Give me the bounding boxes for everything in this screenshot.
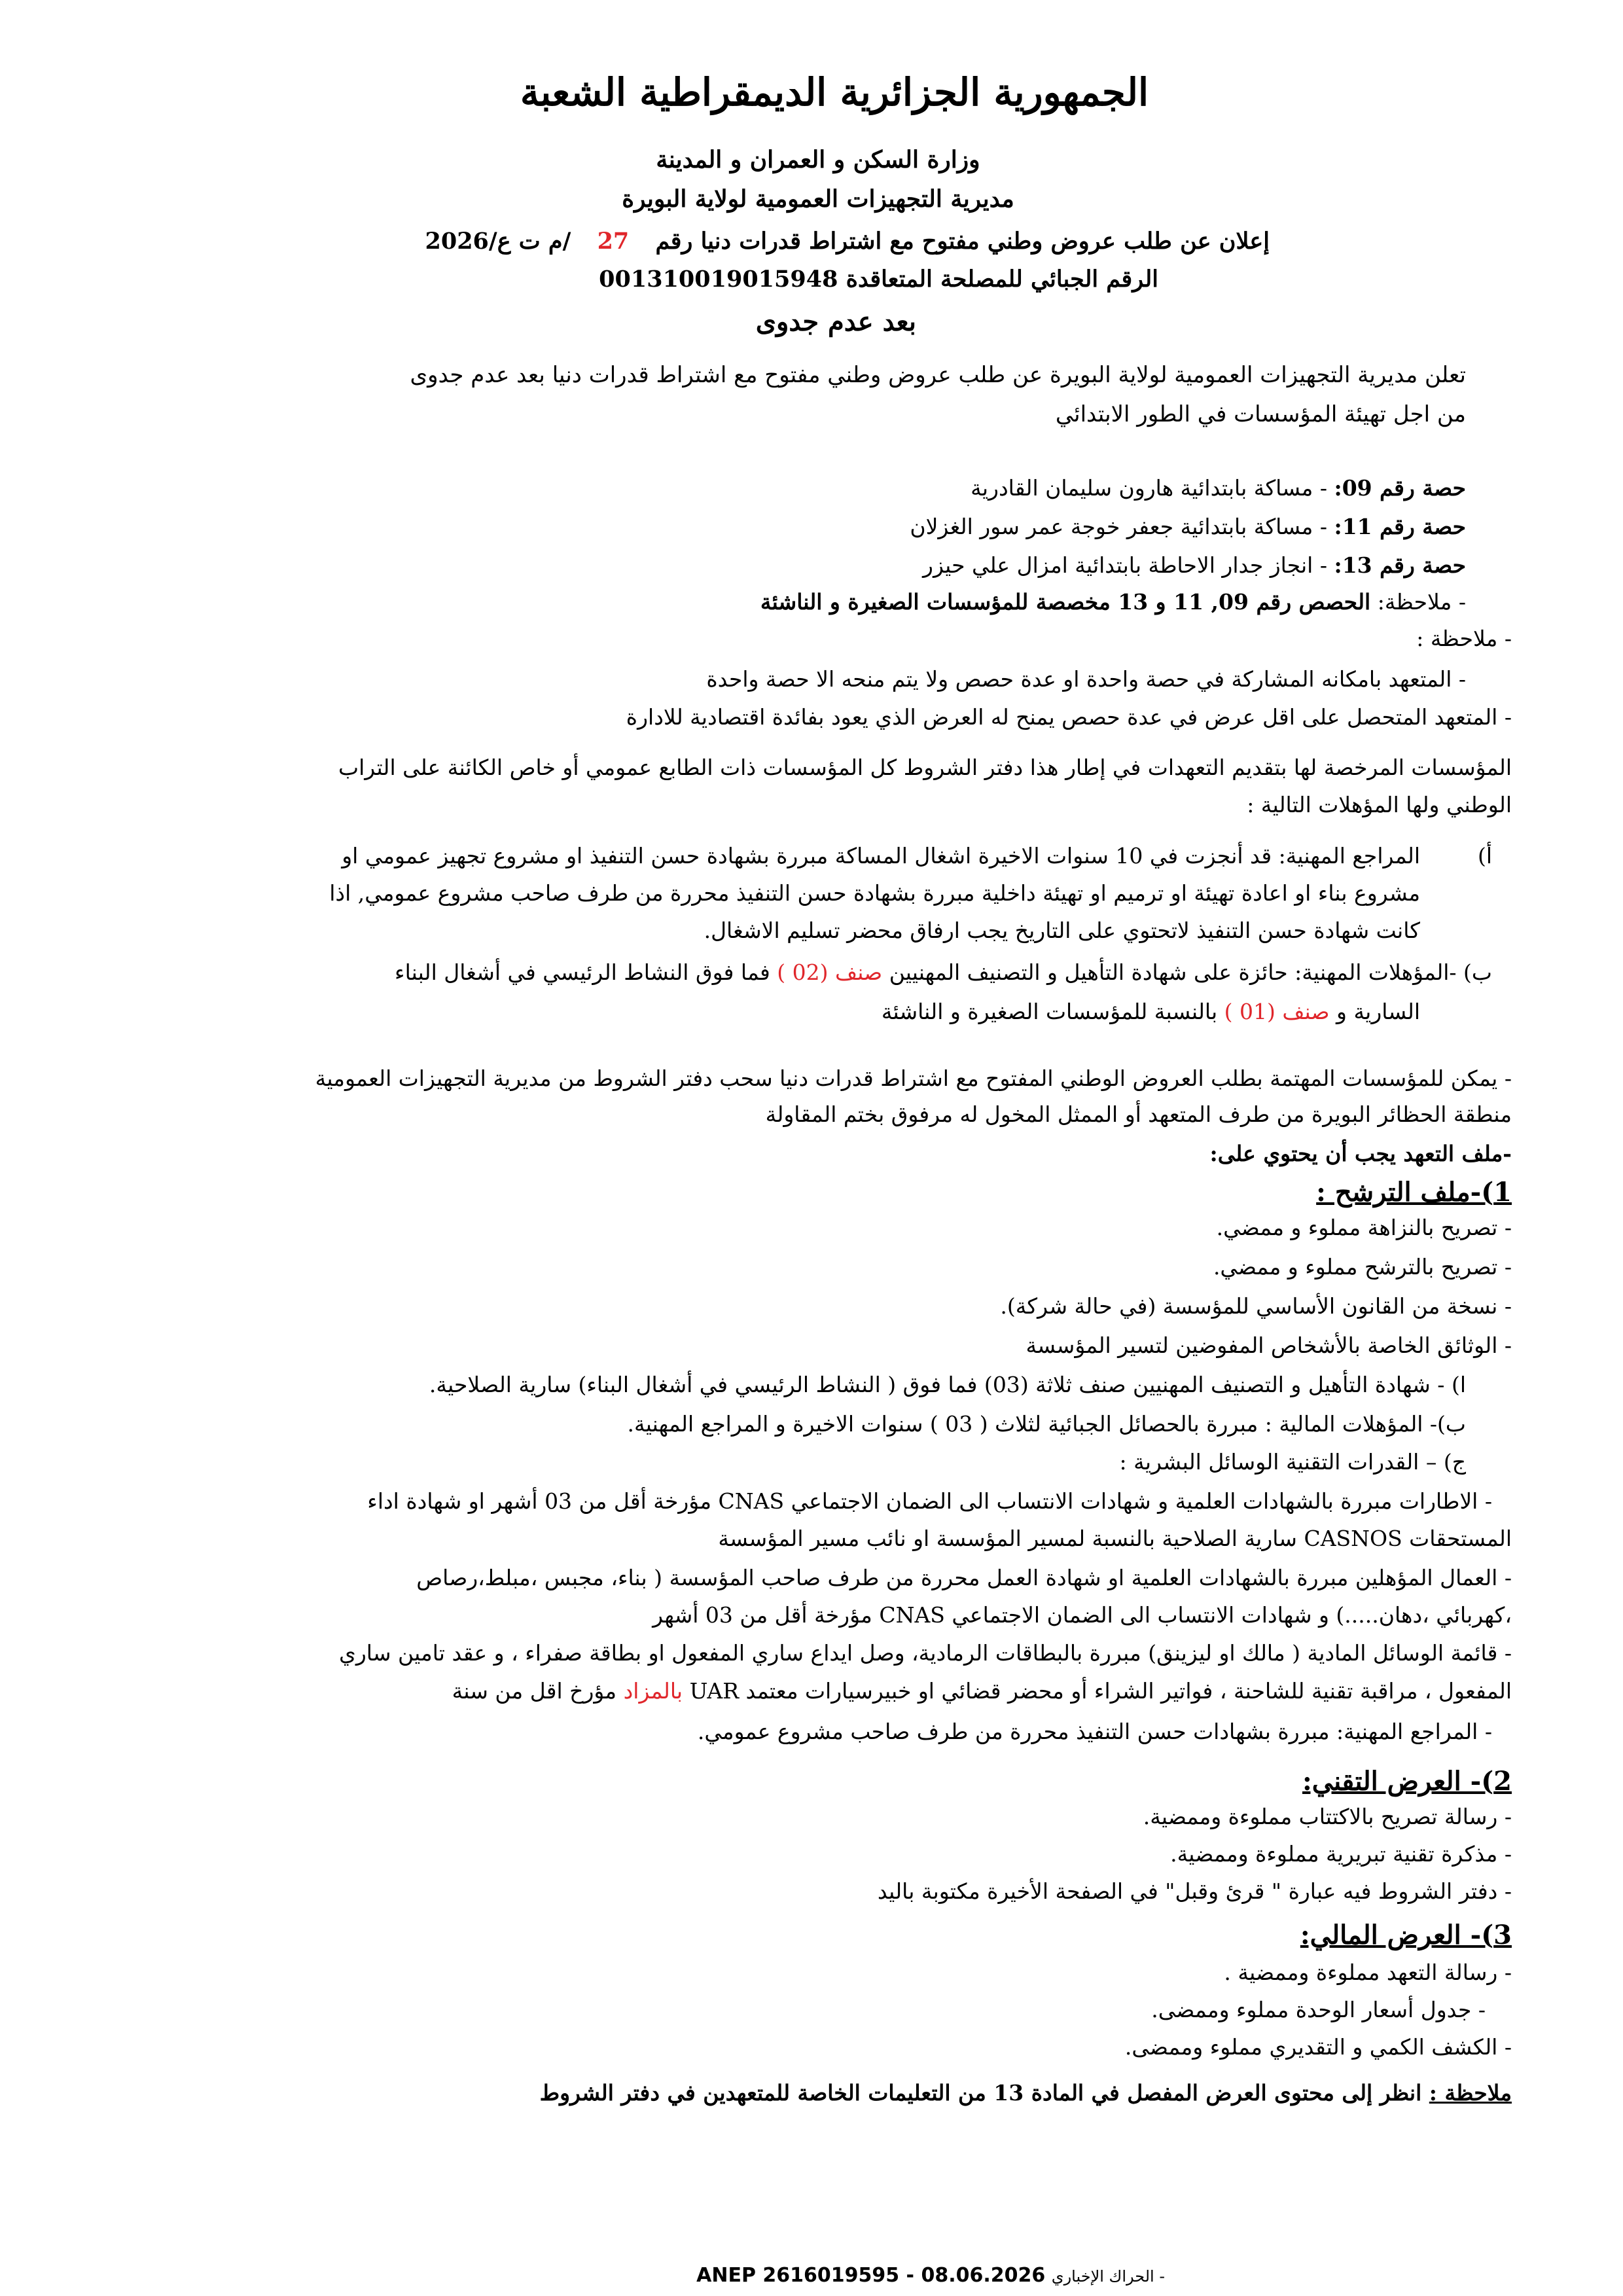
- candidacy-item: ،كهربائي ،دهان.....) و شهادات الانتساب الى الضمان الاجتماعي CNAS مؤرخة أقل من 03 أشهر: [652, 1602, 1512, 1628]
- candidacy-item: المستحقات CASNOS سارية الصلاحية بالنسبة لمسير المؤسسة او نائب مسير المؤسسة: [718, 1526, 1512, 1551]
- item-a-line-2: مشروع بناء او اعادة تهيئة او ترميم او تهيئة داخلية مبررة بشهادة حسن التنفيذ محررة من طرف صاحب مشروع عمومي, اذا: [329, 880, 1420, 906]
- announcement-number: 27: [597, 228, 630, 255]
- financial-offer-title: 3)- العرض المالي:: [1300, 1920, 1512, 1950]
- candidacy-item: - تصريح بالترشح مملوء و ممضي.: [1213, 1254, 1512, 1280]
- footer-ref: ANEP 2616019595 - 08.06.2026: [696, 2264, 1046, 2287]
- candidacy-item: - تصريح بالنزاهة مملوء و ممضي.: [1216, 1215, 1512, 1240]
- lot-text: - انجاز جدار الاحاطة بابتدائية امزال علي حيزر: [923, 552, 1327, 578]
- item-b-line-2: [882, 1000, 1420, 1024]
- lot-09: [971, 476, 1466, 500]
- eligibility-line-1: المؤسسات المرخصة لها بتقديم التعهدات في إطار هذا دفتر الشروط كل المؤسسات ذات الطابع عمومي أو خاص الكائنة على التراب: [338, 755, 1512, 780]
- candidacy-item: ج) – القدرات التقنية الوسائل البشرية :: [1119, 1449, 1466, 1475]
- lot-text: - مساكة بابتدائية هارون سليمان القادرية: [971, 475, 1327, 501]
- footer-line: [696, 2265, 1165, 2286]
- intro-line-2: من اجل تهيئة المؤسسات في الطور الابتدائي: [1055, 401, 1466, 427]
- lot-label: حصة رقم 11:: [1334, 514, 1466, 539]
- item-b-class-01: صنف (01 ): [1224, 999, 1330, 1024]
- candidacy-references: - المراجع المهنية: مبررة بشهادات حسن التنفيذ محررة من طرف صاحب مشروع عمومي.: [697, 1719, 1492, 1744]
- financial-item: - رسالة التعهد مملوءة وممضية .: [1224, 1960, 1512, 1985]
- candidacy-auction-line: [452, 1679, 1512, 1703]
- candidacy-item: - الوثائق الخاصة بالأشخاص المفوضين لتسير المؤسسة: [1026, 1333, 1512, 1358]
- notes-title: - ملاحظة :: [1416, 626, 1512, 651]
- candidacy-item: - قائمة الوسائل المادية ( مالك او ليزينق) مبررة بالبطاقات الرمادية، وصل ايداع ساري المفعول او بطاقة صفراء ، و عقد تامين ساري: [339, 1640, 1512, 1666]
- item-b2-post: بالنسبة للمؤسسات الصغيرة و الناشئة: [881, 999, 1218, 1024]
- technical-item: - دفتر الشروط فيه عبارة " قرئ وقبل" في الصفحة الأخيرة مكتوبة باليد: [877, 1878, 1512, 1904]
- lots-note: [760, 590, 1466, 614]
- lot-11: [910, 515, 1466, 539]
- candidacy-item: - الاطارات مبررة بالشهادات العلمية و شهادات الانتساب الى الضمان الاجتماعي CNAS مؤرخة أقل من 03 أشهر او شهادة اداء: [367, 1488, 1492, 1514]
- must-contain-heading: -ملف التعهد يجب أن يحتوي على:: [1209, 1141, 1512, 1166]
- eligibility-line-2: الوطني ولها المؤهلات التالية :: [1247, 792, 1512, 817]
- technical-offer-title: 2)- العرض التقني:: [1302, 1766, 1512, 1797]
- lot-text: - مساكة بابتدائية جعفر خوجة عمر سور الغزلان: [910, 514, 1327, 539]
- auction-word: بالمزاد: [623, 1678, 683, 1704]
- financial-item: - جدول أسعار الوحدة مملوء وممضى.: [1151, 1997, 1486, 2022]
- directorate-name: مديرية التجهيزات العمومية لولاية البويرة: [622, 185, 1014, 213]
- item-b-pre: ب) -المؤهلات المهنية: حائزة على شهادة التأهيل و التصنيف المهنيين: [889, 960, 1492, 985]
- lot-label: حصة رقم 09:: [1334, 475, 1466, 501]
- intro-line-1: تعلن مديرية التجهيزات العمومية لولاية البويرة عن طلب عروض وطني مفتوح مع اشتراط قدرات دنيا بعد عدم جدوى: [410, 362, 1466, 388]
- item-b-line-1: [395, 961, 1492, 984]
- candidacy-title: 1)-ملف الترشح :: [1316, 1177, 1512, 1208]
- lot-label: حصة رقم 13:: [1334, 552, 1466, 578]
- item-b-class-02: صنف (02 ): [777, 960, 883, 985]
- footer-source: - الحراك الإخباري: [1051, 2267, 1165, 2286]
- final-note-text: انظر إلى محتوى العرض المفصل في المادة 13 من التعليمات الخاصة للمتعهدين في دفتر الشروط: [539, 2080, 1422, 2106]
- lot-13: [923, 554, 1466, 577]
- note-2: - المتعهد المتحصل على اقل عرض في عدة حصص يمنح له العرض الذي يعود بفائدة اقتصادية للادارة: [626, 704, 1512, 730]
- item-a-marker: أ): [1477, 843, 1492, 869]
- item-b2-pre: السارية و: [1336, 999, 1420, 1024]
- announcement-title: [425, 229, 1270, 255]
- item-a-line-3: كانت شهادة حسن التنفيذ لاتحتوي على التاريخ يجب ارفاق محضر تسليم الاشغال.: [704, 918, 1420, 943]
- item-b-post: فما فوق النشاط الرئيسي في أشغال البناء: [395, 960, 770, 985]
- auction-pre: المفعول ، مراقبة تقنية للشاحنة ، فواتير الشراء أو محضر قضائي او خبيرسيارات معتمد UAR: [689, 1678, 1512, 1704]
- republic-title: الجمهورية الجزائرية الديمقراطية الشعبة: [520, 70, 1149, 115]
- final-note: [540, 2081, 1512, 2105]
- item-a-line-1: المراجع المهنية: قد أنجزت في 10 سنوات الاخيرة اشغال المساكة مبررة بشهادة حسن التنفيذ او مشروع تجهيز عمومي او: [342, 843, 1420, 869]
- final-note-label: ملاحظة :: [1429, 2080, 1512, 2106]
- ministry-name: وزارة السكن و العمران و المدينة: [656, 146, 980, 173]
- announcement-prefix: إعلان عن طلب عروض وطني مفتوح مع اشتراط قدرات دنيا رقم: [655, 228, 1270, 255]
- auction-post: مؤرخ اقل من سنة: [452, 1678, 617, 1704]
- financial-item: - الكشف الكمي و التقديري مملوء وممضى.: [1124, 2034, 1512, 2060]
- candidacy-item: ا) - شهادة التأهيل و التصنيف المهنيين صنف ثلاثة (03) فما فوق ( النشاط الرئيسي في أشغال البناء) سارية الصلاحية.: [429, 1372, 1466, 1397]
- technical-item: - مذكرة تقنية تبريرية مملوءة وممضية.: [1170, 1841, 1512, 1867]
- after-infructuous: بعد عدم جدوى: [755, 306, 916, 337]
- candidacy-item: - العمال المؤهلين مبررة بالشهادات العلمية او شهادة العمل محررة من طرف صاحب المؤسسة ( بناء، مجبس ،مبلط،رصاص: [416, 1565, 1512, 1590]
- tax-id: الرقم الجبائي للمصلحة المتعاقدة 001310019015948: [599, 266, 1158, 293]
- candidacy-item: ب)- المؤهلات المالية : مبررة بالحصائل الجبائية لثلاث ( 03 ) سنوات الاخيرة و المراجع المهنية.: [627, 1411, 1466, 1437]
- lots-note-bold: الحصص رقم 09, 11 و 13 مخصصة للمؤسسات الصغيرة و الناشئة: [760, 589, 1371, 615]
- technical-item: - رسالة تصريح بالاكتتاب مملوءة وممضية.: [1143, 1804, 1512, 1829]
- withdrawal-line-1: - يمكن للمؤسسات المهتمة بطلب العروض الوطني المفتوح مع اشتراط قدرات دنيا سحب دفتر الشروط من مديرية التجهيزات العمومية: [315, 1066, 1512, 1091]
- lots-note-prefix: - ملاحظة:: [1377, 589, 1466, 615]
- announcement-suffix: /م ت ع/2026: [425, 228, 571, 255]
- withdrawal-line-2: منطقة الحظائر البويرة من طرف المتعهد أو الممثل المخول له مرفوق بختم المقاولة: [765, 1102, 1512, 1127]
- candidacy-item: - نسخة من القانون الأساسي للمؤسسة (في حالة شركة).: [1000, 1293, 1512, 1319]
- note-1: - المتعهد بامكانه المشاركة في حصة واحدة او عدة حصص ولا يتم منحه الا حصة واحدة: [706, 666, 1466, 692]
